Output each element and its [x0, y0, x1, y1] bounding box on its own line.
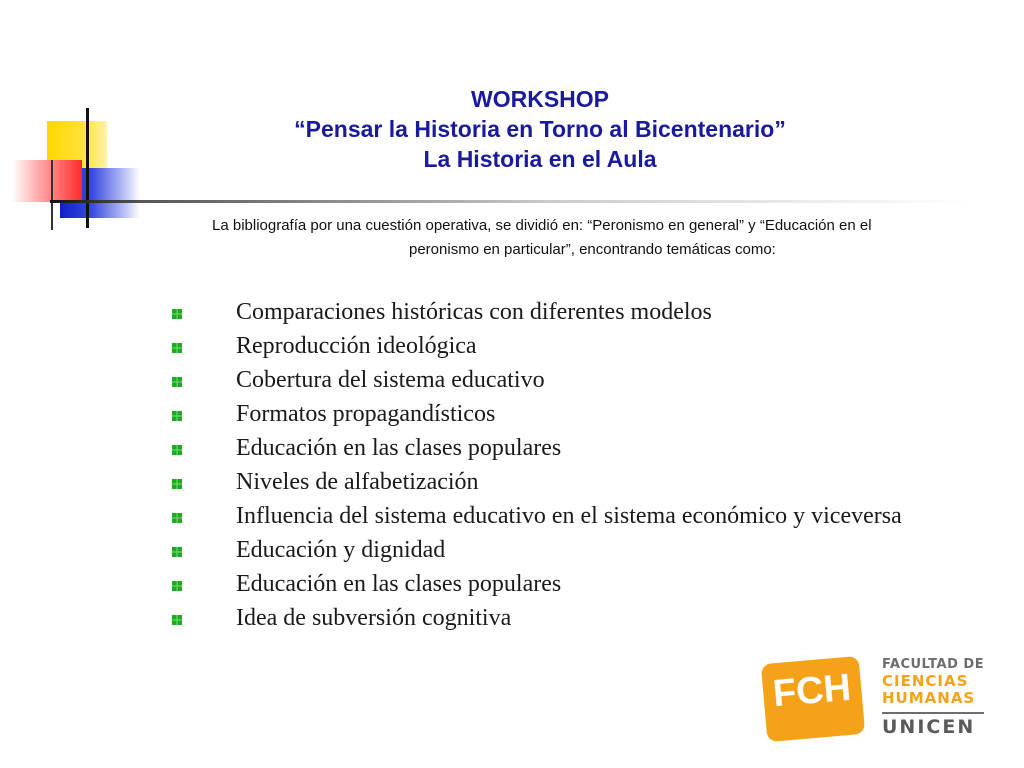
list-item [168, 402, 928, 427]
logo-divider [882, 712, 984, 714]
bullet-icon [172, 513, 182, 523]
slide-title [200, 84, 880, 174]
list-item [168, 368, 928, 393]
intro-line-2: peronismo en particular”, encontrando temáticas como: [409, 241, 776, 258]
vertical-rule-secondary [51, 160, 53, 230]
bullet-icon [172, 411, 182, 421]
list-item-text: Educación en las clases populares [236, 435, 562, 461]
topic-list [168, 300, 928, 640]
horizontal-rule [50, 200, 970, 203]
list-item-text: Reproducción ideológica [236, 333, 477, 359]
list-item [168, 436, 928, 461]
title-line-1: WORKSHOP [471, 86, 609, 112]
list-item [168, 538, 928, 563]
vertical-rule [86, 108, 89, 228]
bullet-icon [172, 445, 182, 455]
bullet-icon [172, 479, 182, 489]
title-line-3: La Historia en el Aula [423, 146, 657, 172]
fch-unicen-logo [762, 652, 1002, 752]
list-item [168, 300, 928, 325]
logo-line-3: HUMANAS [882, 689, 976, 707]
red-square [12, 160, 82, 202]
logo-line-2: CIENCIAS [882, 672, 969, 690]
bullet-icon [172, 343, 182, 353]
logo-line-1: FACULTAD DE [882, 657, 985, 672]
bullet-icon [172, 377, 182, 387]
list-item [168, 572, 928, 597]
list-item [168, 334, 928, 359]
list-item [168, 606, 928, 631]
bullet-icon [172, 581, 182, 591]
list-item-text: Educación en las clases populares [236, 571, 562, 597]
list-item-text: Idea de subversión cognitiva [236, 605, 512, 631]
bullet-icon [172, 615, 182, 625]
bullet-icon [172, 309, 182, 319]
list-item [168, 504, 928, 529]
list-item-text: Influencia del sistema educativo en el sistema económico y viceversa [236, 503, 902, 529]
list-item-text: Cobertura del sistema educativo [236, 367, 545, 393]
title-line-2: “Pensar la Historia en Torno al Bicentenario” [294, 116, 786, 142]
logo-abbreviation: FCH [771, 666, 853, 716]
intro-line-1: La bibliografía por una cuestión operativa, se dividió en: “Peronismo en general” y “Educación en el [212, 217, 872, 234]
list-item [168, 470, 928, 495]
logo-wordmark [882, 656, 984, 736]
bullet-icon [172, 547, 182, 557]
decorative-corner-graphic [0, 0, 160, 240]
logo-line-4: UNICEN [882, 716, 976, 738]
intro-paragraph [212, 214, 982, 262]
list-item-text: Niveles de alfabetización [236, 469, 479, 495]
list-item-text: Educación y dignidad [236, 537, 446, 563]
list-item-text: Comparaciones históricas con diferentes modelos [236, 299, 712, 325]
list-item-text: Formatos propagandísticos [236, 401, 496, 427]
